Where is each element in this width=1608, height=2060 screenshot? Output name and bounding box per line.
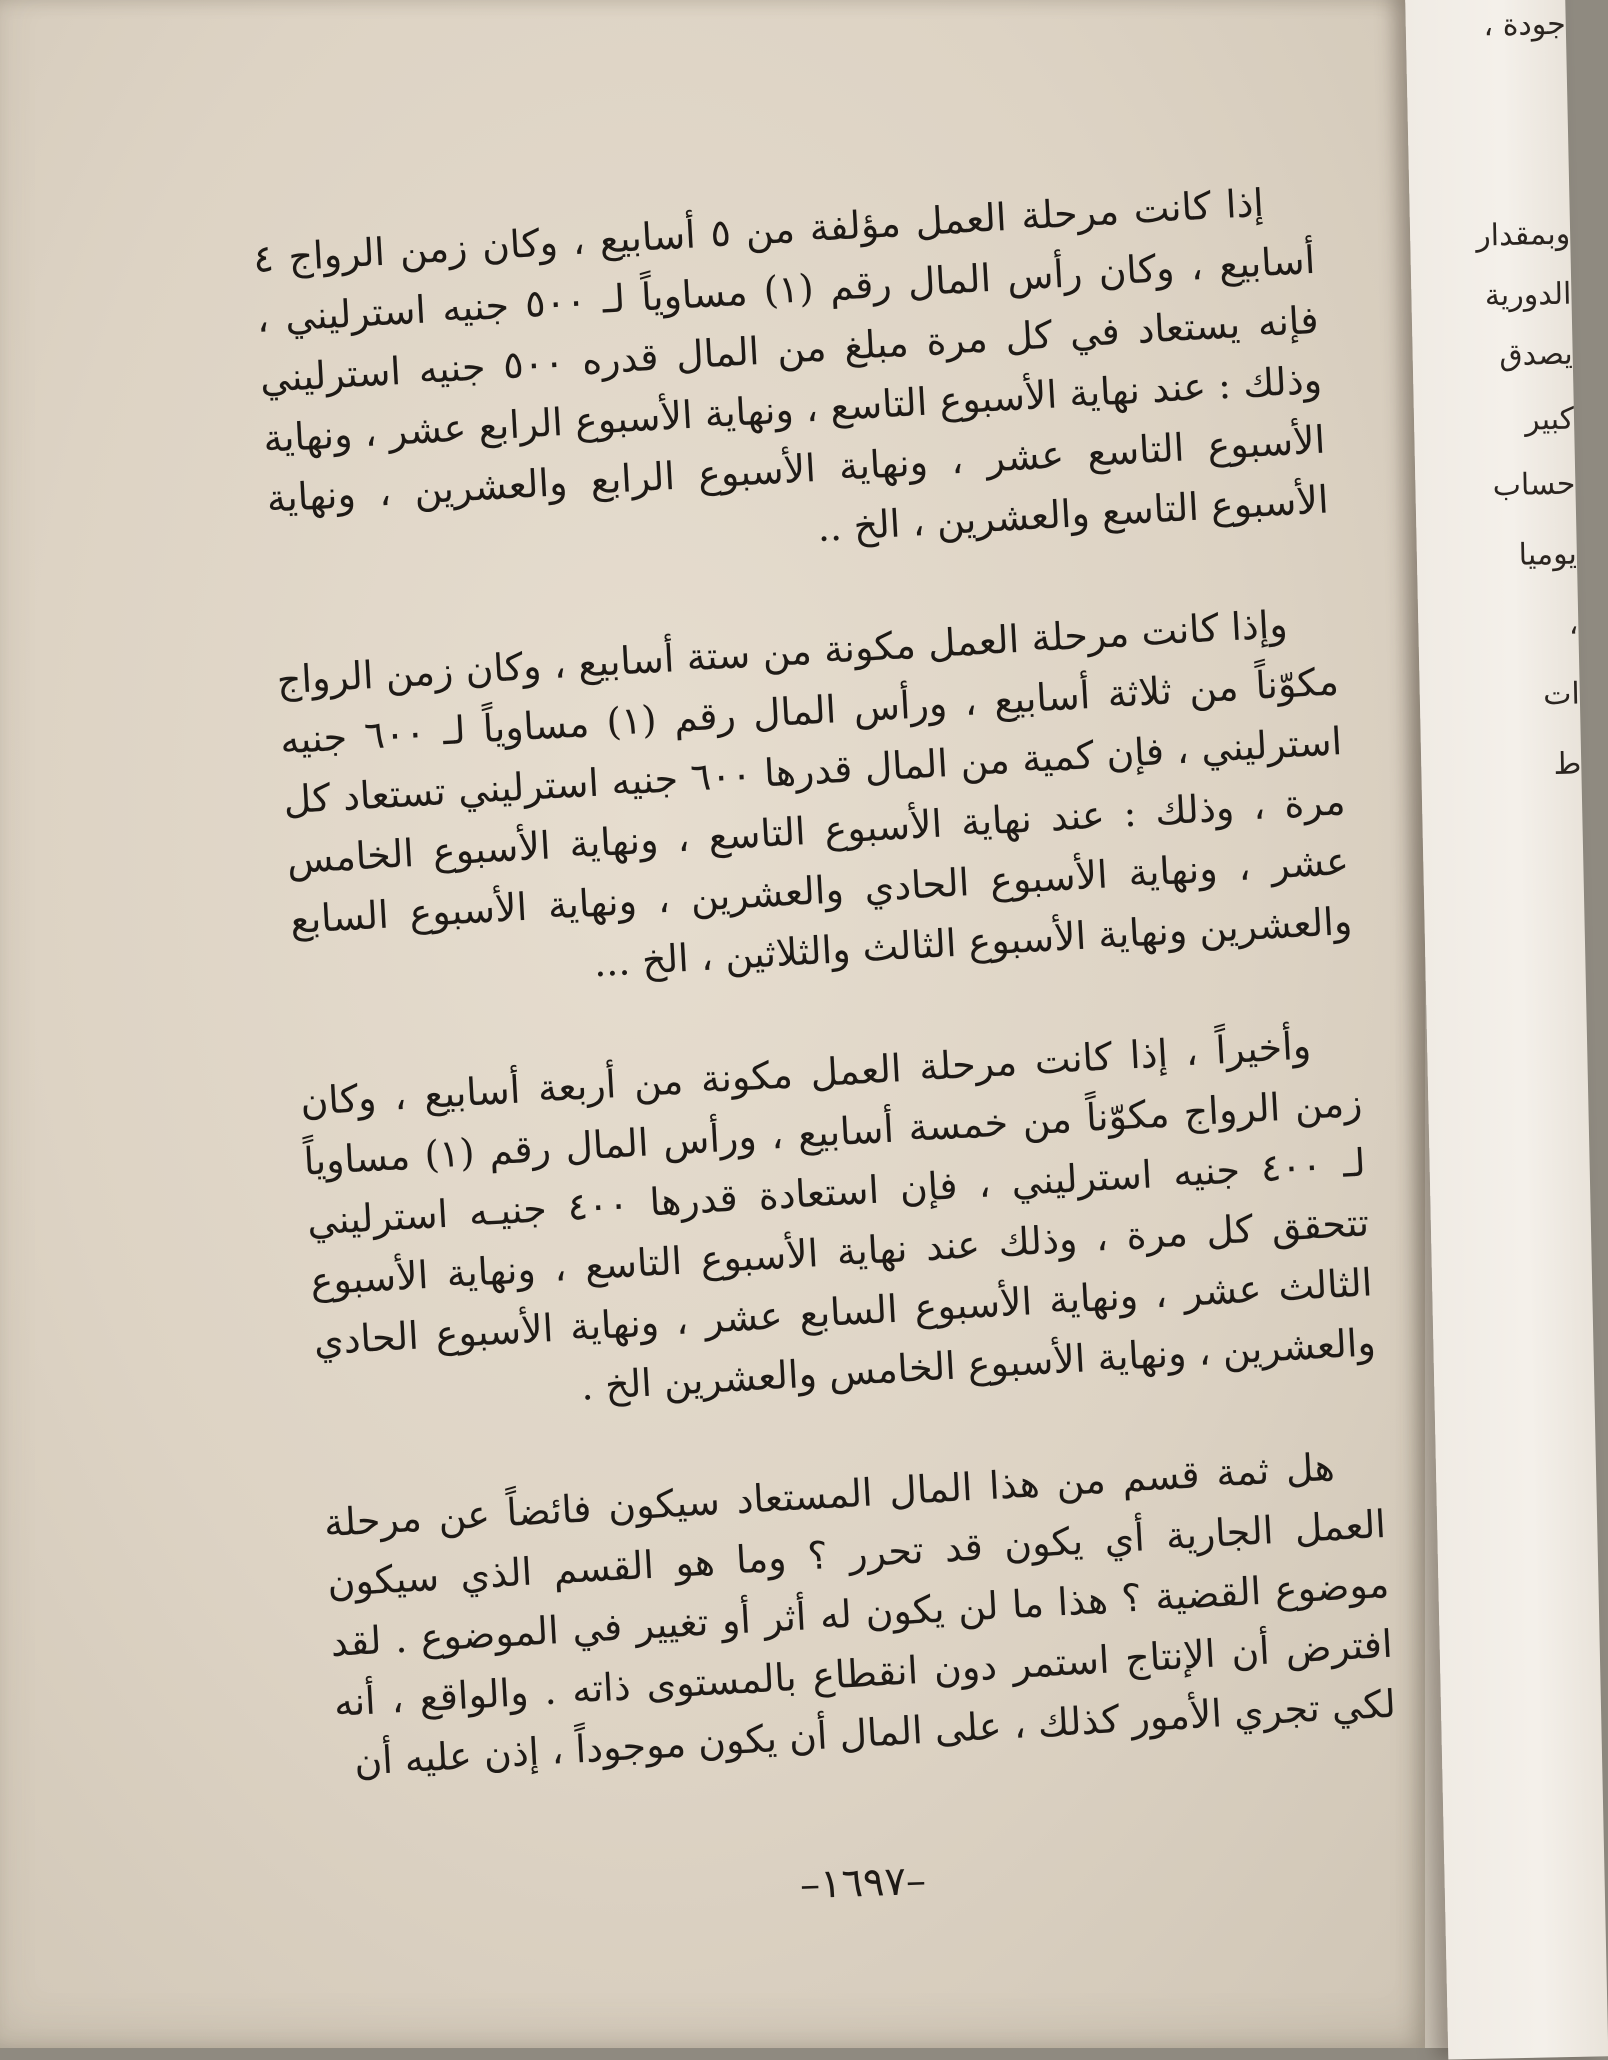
- margin-line: وبمقدار: [1475, 216, 1571, 254]
- next-page-edge: [1405, 0, 1608, 2060]
- margin-line: يصدق: [1498, 336, 1574, 374]
- paragraph-4: هل ثمة قسم من هذا المال المستعاد سيكون فائضاً عن مرحلة العمل الجارية أي يكون قد تحرر ؟ وما هو القسم الذي سيكون موضوع القضية ؟ هذا ما لن يكون له أثر أو تغيير في الموضوع . لقد افترض أن الإنتاج استمر دون انقطاع بالمستوى ذاته . والواقع ، أنه لكي تجري الأمور كذلك ، على المال أن يكون موجوداً ، إذن عليه أن: [322, 1444, 1397, 1784]
- margin-line: كبير: [1524, 401, 1575, 438]
- page-body: [252, 170, 1401, 1855]
- margin-line: ،: [1568, 606, 1579, 642]
- margin-line: حساب: [1492, 466, 1576, 504]
- margin-line: يوميا: [1518, 536, 1578, 573]
- paragraph-2: وإذا كانت مرحلة العمل مكونة من ستة أسابيع ، وكان زمن الرواج مكوّناً من ثلاثة أسابيع ، ورأس المال رقم (١) مساوياً لـ ٦٠٠ جنيه استرليني ، فإن كمية من المال قدرها ٦٠٠ جنيه استرليني تستعاد كل مرة ، وذلك : عند نهاية الأسبوع التاسع ، ونهاية الأسبوع الخامس عشر ، ونهاية الأسبوع الحادي والعشرين ، ونهاية الأسبوع السابع والعشرين ونهاية الأسبوع الثالث والثلاثين ، الخ ...: [275, 602, 1354, 986]
- margin-line: ط: [1553, 746, 1582, 783]
- margin-line: ات: [1542, 676, 1581, 713]
- margin-line: الدورية: [1484, 276, 1572, 314]
- paragraph-3: وأخيراً ، إذا كانت مرحلة العمل مكونة من أربعة أسابيع ، وكان زمن الرواج مكوّناً من خمسة أسابيع ، ورأس المال رقم (١) مساوياً لـ ٤٠٠ جنيه استرليني ، فإن استعادة قدرها ٤٠٠ جنيـه استرليني تتحقق كل مرة ، وذلك عند نهاية الأسبوع التاسع ، ونهاية الأسبوع الثالث عشر ، ونهاية الأسبوع السابع عشر ، ونهاية الأسبوع الحادي والعشرين ، ونهاية الأسبوع الخامس والعشرين الخ .: [299, 1023, 1377, 1409]
- margin-line: جودة ،: [1483, 6, 1567, 44]
- paragraph-1: إذا كانت مرحلة العمل مؤلفة من ٥ أسابيع ، وكان زمن الرواج ٤ أسابيع ، وكان رأس المال رقم (١) مساوياً لـ ٥٠٠ جنيه استرليني ، فإنه يستعاد في كل مرة مبلغ من المال قدره ٥٠٠ جنيه استرليني وذلك : عند نهاية الأسبوع التاسع ، ونهاية الأسبوع الرابع عشر ، ونهاية الأسبوع التاسع عشر ، ونهاية الأسبوع الرابع والعشرين ، ونهاية الأسبوع التاسع والعشرين ، الخ ..: [252, 180, 1330, 551]
- page-number: –١٦٩٧–: [799, 1857, 927, 1909]
